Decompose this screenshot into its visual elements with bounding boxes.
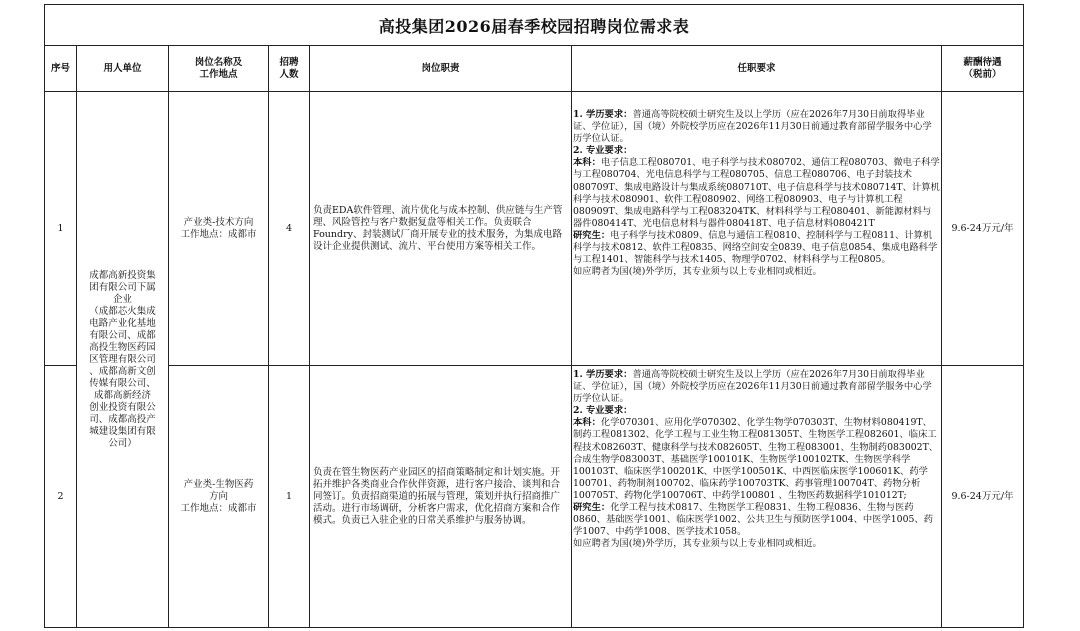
grad-majors: 化学工程与技术0817、生物医学工程0831、生物工程0836、生物与医药0860、基础医学1001、临床医学1002、公共卫生与预防医学1004、中医学1005、药学1007、中药学1008、医学技术1058。: [573, 502, 934, 538]
row-seq: 2: [57, 491, 64, 502]
header-salary: 薪酬待遇 （税前）: [963, 57, 1002, 80]
education-label: 1. 学历要求：: [573, 109, 633, 120]
column-divider: [571, 45, 572, 627]
major-label: 2. 专业要求：: [573, 145, 633, 157]
major-label: 2. 专业要求：: [573, 405, 633, 417]
education-text: 普通高等院校硕士研究生及以上学历（应在2026年7月30日前取得毕业证、学位证），国（境）外院校学历应在2026年11月30日前通过教育部留学服务中心学历学位认证。: [573, 369, 932, 405]
header-duties: 岗位职责: [421, 63, 460, 74]
header-requirements: 任职要求: [737, 63, 776, 74]
table-title: 高投集团2026届春季校园招聘岗位需求表: [45, 5, 1023, 46]
header-unit: 用人单位: [103, 63, 142, 74]
undergrad-majors: 化学070301、应用化学070302、化学生物学070303T、生物材料080419T、制药工程081302、化学工程与工业生物工程081305T、生物医学工程082601、临床工程技术082603T、健康科学与技术082605T、生物工程083001、生物制药083002T、合成生物学083003T、基础医学100101K、生物医学100102TK、生物医学科学100103T、临床医学100201K、中医学100501K、中西医临床医学100601K、药学100701、药物制剂100702、临床药学100703TK、药事管理100704T、药物分析100705T、药物化学100706T、中药学100801 、生物医药数据科学101012T;: [573, 417, 939, 501]
grad-label: 研究生：: [573, 229, 611, 241]
column-divider: [309, 45, 310, 627]
row-seq: 1: [57, 222, 64, 234]
header-count: 招聘 人数: [279, 57, 299, 80]
undergrad-label: 本科：: [573, 417, 601, 429]
salary: 9.6-24万元/年: [951, 222, 1014, 234]
undergrad-label: 本科：: [573, 157, 601, 169]
position-name: 产业类-生物医药 方向 工作地点：成都市: [180, 479, 257, 514]
recruitment-table: [44, 4, 1024, 628]
header-seq: 序号: [50, 63, 70, 74]
grad-label: 研究生：: [573, 502, 611, 514]
grad-majors: 电子科学与技术0809、信息与通信工程0810、控制科学与工程0811、计算机科学与技术0812、软件工程0835、网络空间安全0839、电子信息0854、集成电路科学与工程1401、智能科学与技术1405、物理学0702、材料科学与工程0805。: [573, 229, 938, 266]
headcount: 1: [285, 491, 293, 502]
salary: 9.6-24万元/年: [951, 491, 1014, 502]
undergrad-majors: 电子信息工程080701、电子科学与技术080702、通信工程080703、微电子科学与工程080704、光电信息科学与工程080705、信息工程080706、电子封装技术080709T、集成电路设计与集成系统080710T、电子信息科学与技术080714T、计算机科学与技术080901、软件工程080902、网络工程080903、电子与计算机工程080909T、集成电路科学与工程083204TK、材料科学与工程080401、新能源材料与器件080414T、光电信息材料与器件080418T、电子信息材料080421T: [573, 157, 940, 229]
job-requirements: [573, 109, 940, 278]
employer-unit: 成都高新投资集 团有限公司下属 企业 （成都芯火集成 电路产业化基地 有限公司、成都 高投生物医药园 区管理有限公司 、成都高新文创 传媒有限公司、 成都高新经济 创业投资有限公 司、成都高投产 城建设集团有限 公司）: [89, 270, 156, 449]
job-duties: 负责在管生物医药产业园区的招商策略制定和计划实施。开拓并维护各类商业合作伙伴资源，进行客户接洽、谈判和合同签订。负责招商渠道的拓展与管理，策划并执行招商推广活动。进行市场调研，分析客户需求，优化招商方案和合作模式。负责已入驻企业的日常关系维护与服务协调。: [313, 467, 561, 526]
overseas-note: 如应聘者为国(境)外学历，其专业须与以上专业相同或相近。: [573, 266, 822, 278]
education-text: 普通高等院校硕士研究生及以上学历（应在2026年7月30日前取得毕业证、学位证），国（境）外院校学历应在2026年11月30日前通过教育部留学服务中心学历学位认证。: [573, 109, 932, 145]
overseas-note: 如应聘者为国(境)外学历，其专业须与以上专业相同或相近。: [573, 538, 822, 550]
headcount: 4: [285, 222, 293, 234]
position-name: 产业类-技术方向 工作地点：成都市: [180, 216, 257, 240]
header-position: 岗位名称及 工作地点: [194, 57, 243, 80]
job-duties: 负责EDA软件管理、流片优化与成本控制、供应链与生产管理、风险管控与客户数据复盘等相关工作。负责联合Foundry、封装测试厂商开展专业的技术服务，为集成电路设计企业提供测试、流片、平台使用方案等相关工作。: [313, 204, 563, 252]
job-requirements: [573, 369, 940, 550]
education-label: 1. 学历要求：: [573, 369, 633, 380]
